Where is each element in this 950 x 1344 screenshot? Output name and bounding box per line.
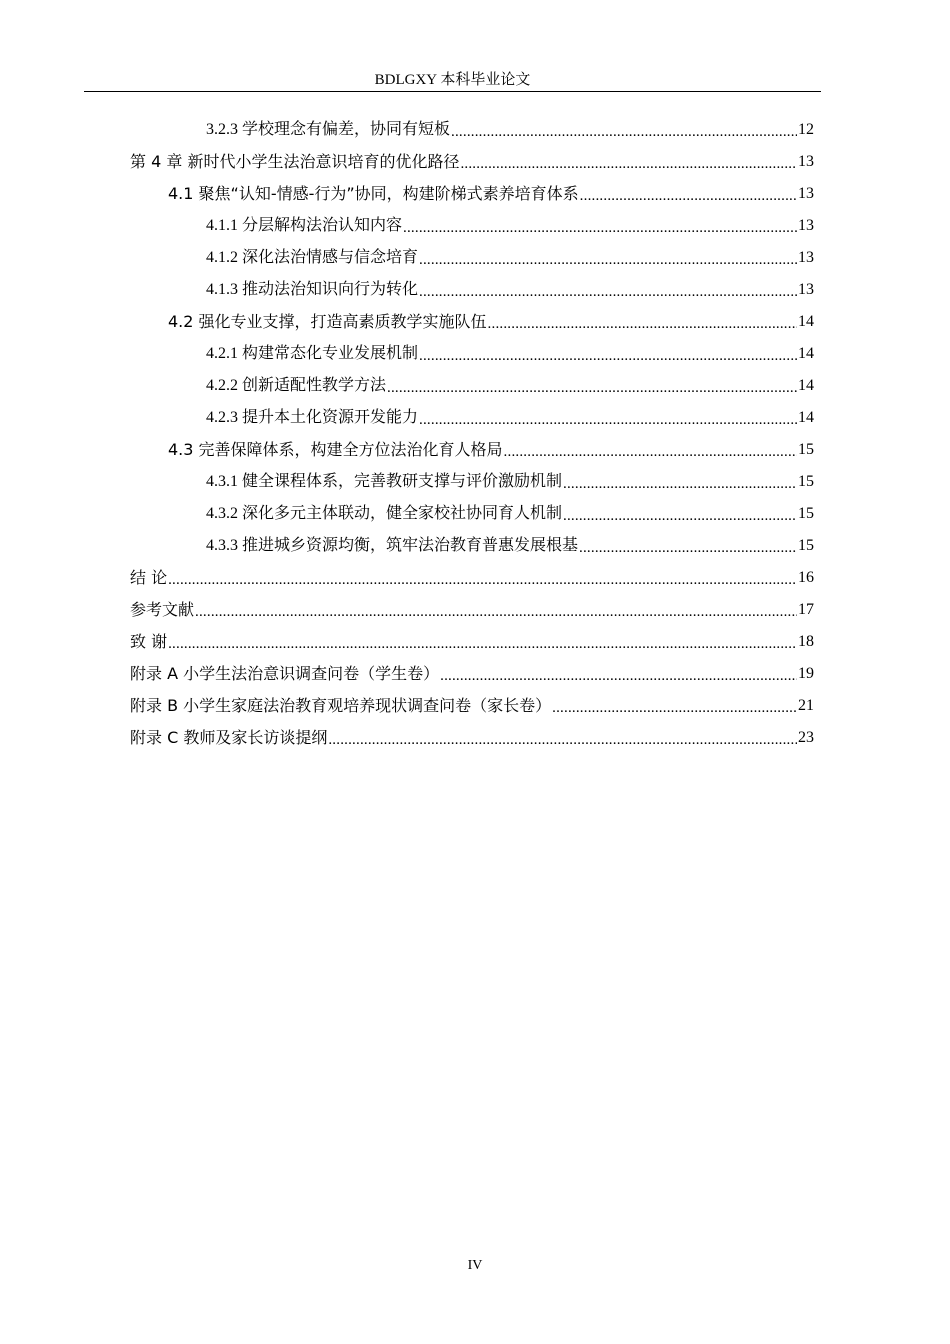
toc-leader-dots (580, 182, 797, 206)
toc-entry[interactable] (130, 598, 814, 622)
toc-entry-title: 第 4 章 新时代小学生法治意识培育的优化路径 (130, 152, 460, 171)
toc-entry-title: 4.3.2 深化多元主体联动，健全家校社协同育人机制 (206, 505, 563, 522)
toc-entry-title: 4.3.3 推进城乡资源均衡，筑牢法治教育普惠发展根基 (206, 537, 579, 554)
toc-entry-title: 附录 C 教师及家长访谈提纲 (130, 728, 328, 747)
toc-entry-title: 4.2 强化专业支撑，打造高素质教学实施队伍 (168, 312, 487, 331)
toc-entry[interactable] (130, 694, 814, 718)
toc-leader-dots (328, 726, 797, 750)
toc-entry[interactable] (130, 726, 814, 750)
toc-entry-title: 4.1.2 深化法治情感与信念培育 (206, 249, 419, 266)
toc-entry[interactable] (206, 502, 814, 526)
toc-entry[interactable] (130, 150, 814, 174)
toc-entry-title: 致 谢 (130, 632, 168, 651)
toc-leader-dots (168, 630, 797, 654)
toc-entry-page: 14 (798, 409, 814, 426)
toc-entry-title: 参考文献 (130, 600, 195, 619)
toc-entry-page: 17 (798, 601, 814, 618)
toc-entry-title: 4.1.3 推动法治知识向行为转化 (206, 281, 419, 298)
toc-entry-title: 4.2.2 创新适配性教学方法 (206, 377, 387, 394)
toc-leader-dots (195, 598, 797, 622)
toc-entry[interactable] (168, 182, 814, 206)
toc-leader-dots (419, 406, 797, 430)
toc-entry-page: 15 (798, 505, 814, 522)
page-number: IV (467, 1258, 483, 1273)
toc-entry-page: 18 (798, 633, 814, 650)
toc-entry-page: 13 (798, 217, 814, 234)
toc-leader-dots (579, 534, 797, 558)
page-header: BDLGXY 本科毕业论文 (374, 72, 531, 88)
toc-entry-title: 附录 B 小学生家庭法治教育观培养现状调查问卷（家长卷） (130, 696, 552, 715)
toc-entry-page: 19 (798, 665, 814, 682)
toc-leader-dots (419, 342, 797, 366)
toc-entry-page: 16 (798, 569, 814, 586)
toc-entry[interactable] (206, 470, 814, 494)
toc-leader-dots (563, 502, 797, 526)
toc-leader-dots (387, 374, 797, 398)
toc-entry[interactable] (130, 630, 814, 654)
toc-leader-dots (403, 214, 797, 238)
toc-leader-dots (440, 662, 797, 686)
toc-entry-title: 4.3 完善保障体系，构建全方位法治化育人格局 (168, 440, 503, 459)
toc-entry[interactable] (206, 246, 814, 270)
toc-entry-page: 14 (798, 313, 814, 330)
toc-entry[interactable] (168, 438, 814, 462)
toc-leader-dots (460, 150, 797, 174)
toc-entry-title: 附录 A 小学生法治意识调查问卷（学生卷） (130, 664, 440, 683)
toc-leader-dots (504, 438, 797, 462)
toc-entry-page: 23 (798, 729, 814, 746)
toc-entry-title: 结 论 (130, 568, 168, 587)
toc-entry[interactable] (206, 278, 814, 302)
toc-entry-page: 14 (798, 377, 814, 394)
toc-entry[interactable] (168, 310, 814, 334)
toc-entry-page: 21 (798, 697, 814, 714)
toc-entry-title: 4.1 聚焦“认知-情感-行为”协同，构建阶梯式素养培育体系 (168, 184, 579, 203)
toc-entry[interactable] (130, 662, 814, 686)
toc-entry-title: 4.1.1 分层解构法治认知内容 (206, 217, 403, 234)
toc-entry[interactable] (206, 374, 814, 398)
toc-entry-page: 12 (798, 121, 814, 138)
toc-entry[interactable] (206, 214, 814, 238)
toc-leader-dots (419, 246, 797, 270)
toc-leader-dots (563, 470, 797, 494)
toc-entry[interactable] (206, 118, 814, 142)
toc-entry-page: 13 (798, 281, 814, 298)
toc-leader-dots (451, 118, 797, 142)
toc-entry-page: 13 (798, 249, 814, 266)
toc-entry[interactable] (206, 406, 814, 430)
toc-entry-title: 4.3.1 健全课程体系，完善教研支撑与评价激励机制 (206, 473, 563, 490)
toc-leader-dots (488, 310, 797, 334)
toc-entry-page: 15 (798, 441, 814, 458)
toc-entry[interactable] (206, 342, 814, 366)
toc-entry-page: 13 (798, 185, 814, 202)
toc-leader-dots (552, 694, 797, 718)
toc-entry-title: 4.2.3 提升本土化资源开发能力 (206, 409, 419, 426)
toc-entry-page: 15 (798, 537, 814, 554)
toc-leader-dots (419, 278, 797, 302)
toc-entry-title: 4.2.1 构建常态化专业发展机制 (206, 345, 419, 362)
toc-entry-page: 13 (798, 153, 814, 170)
toc-entry[interactable] (130, 566, 814, 590)
toc-entry-title: 3.2.3 学校理念有偏差，协同有短板 (206, 121, 451, 138)
toc-entry-page: 15 (798, 473, 814, 490)
toc-entry[interactable] (206, 534, 814, 558)
header-rule (84, 91, 821, 92)
toc-leader-dots (168, 566, 797, 590)
toc-entry-page: 14 (798, 345, 814, 362)
